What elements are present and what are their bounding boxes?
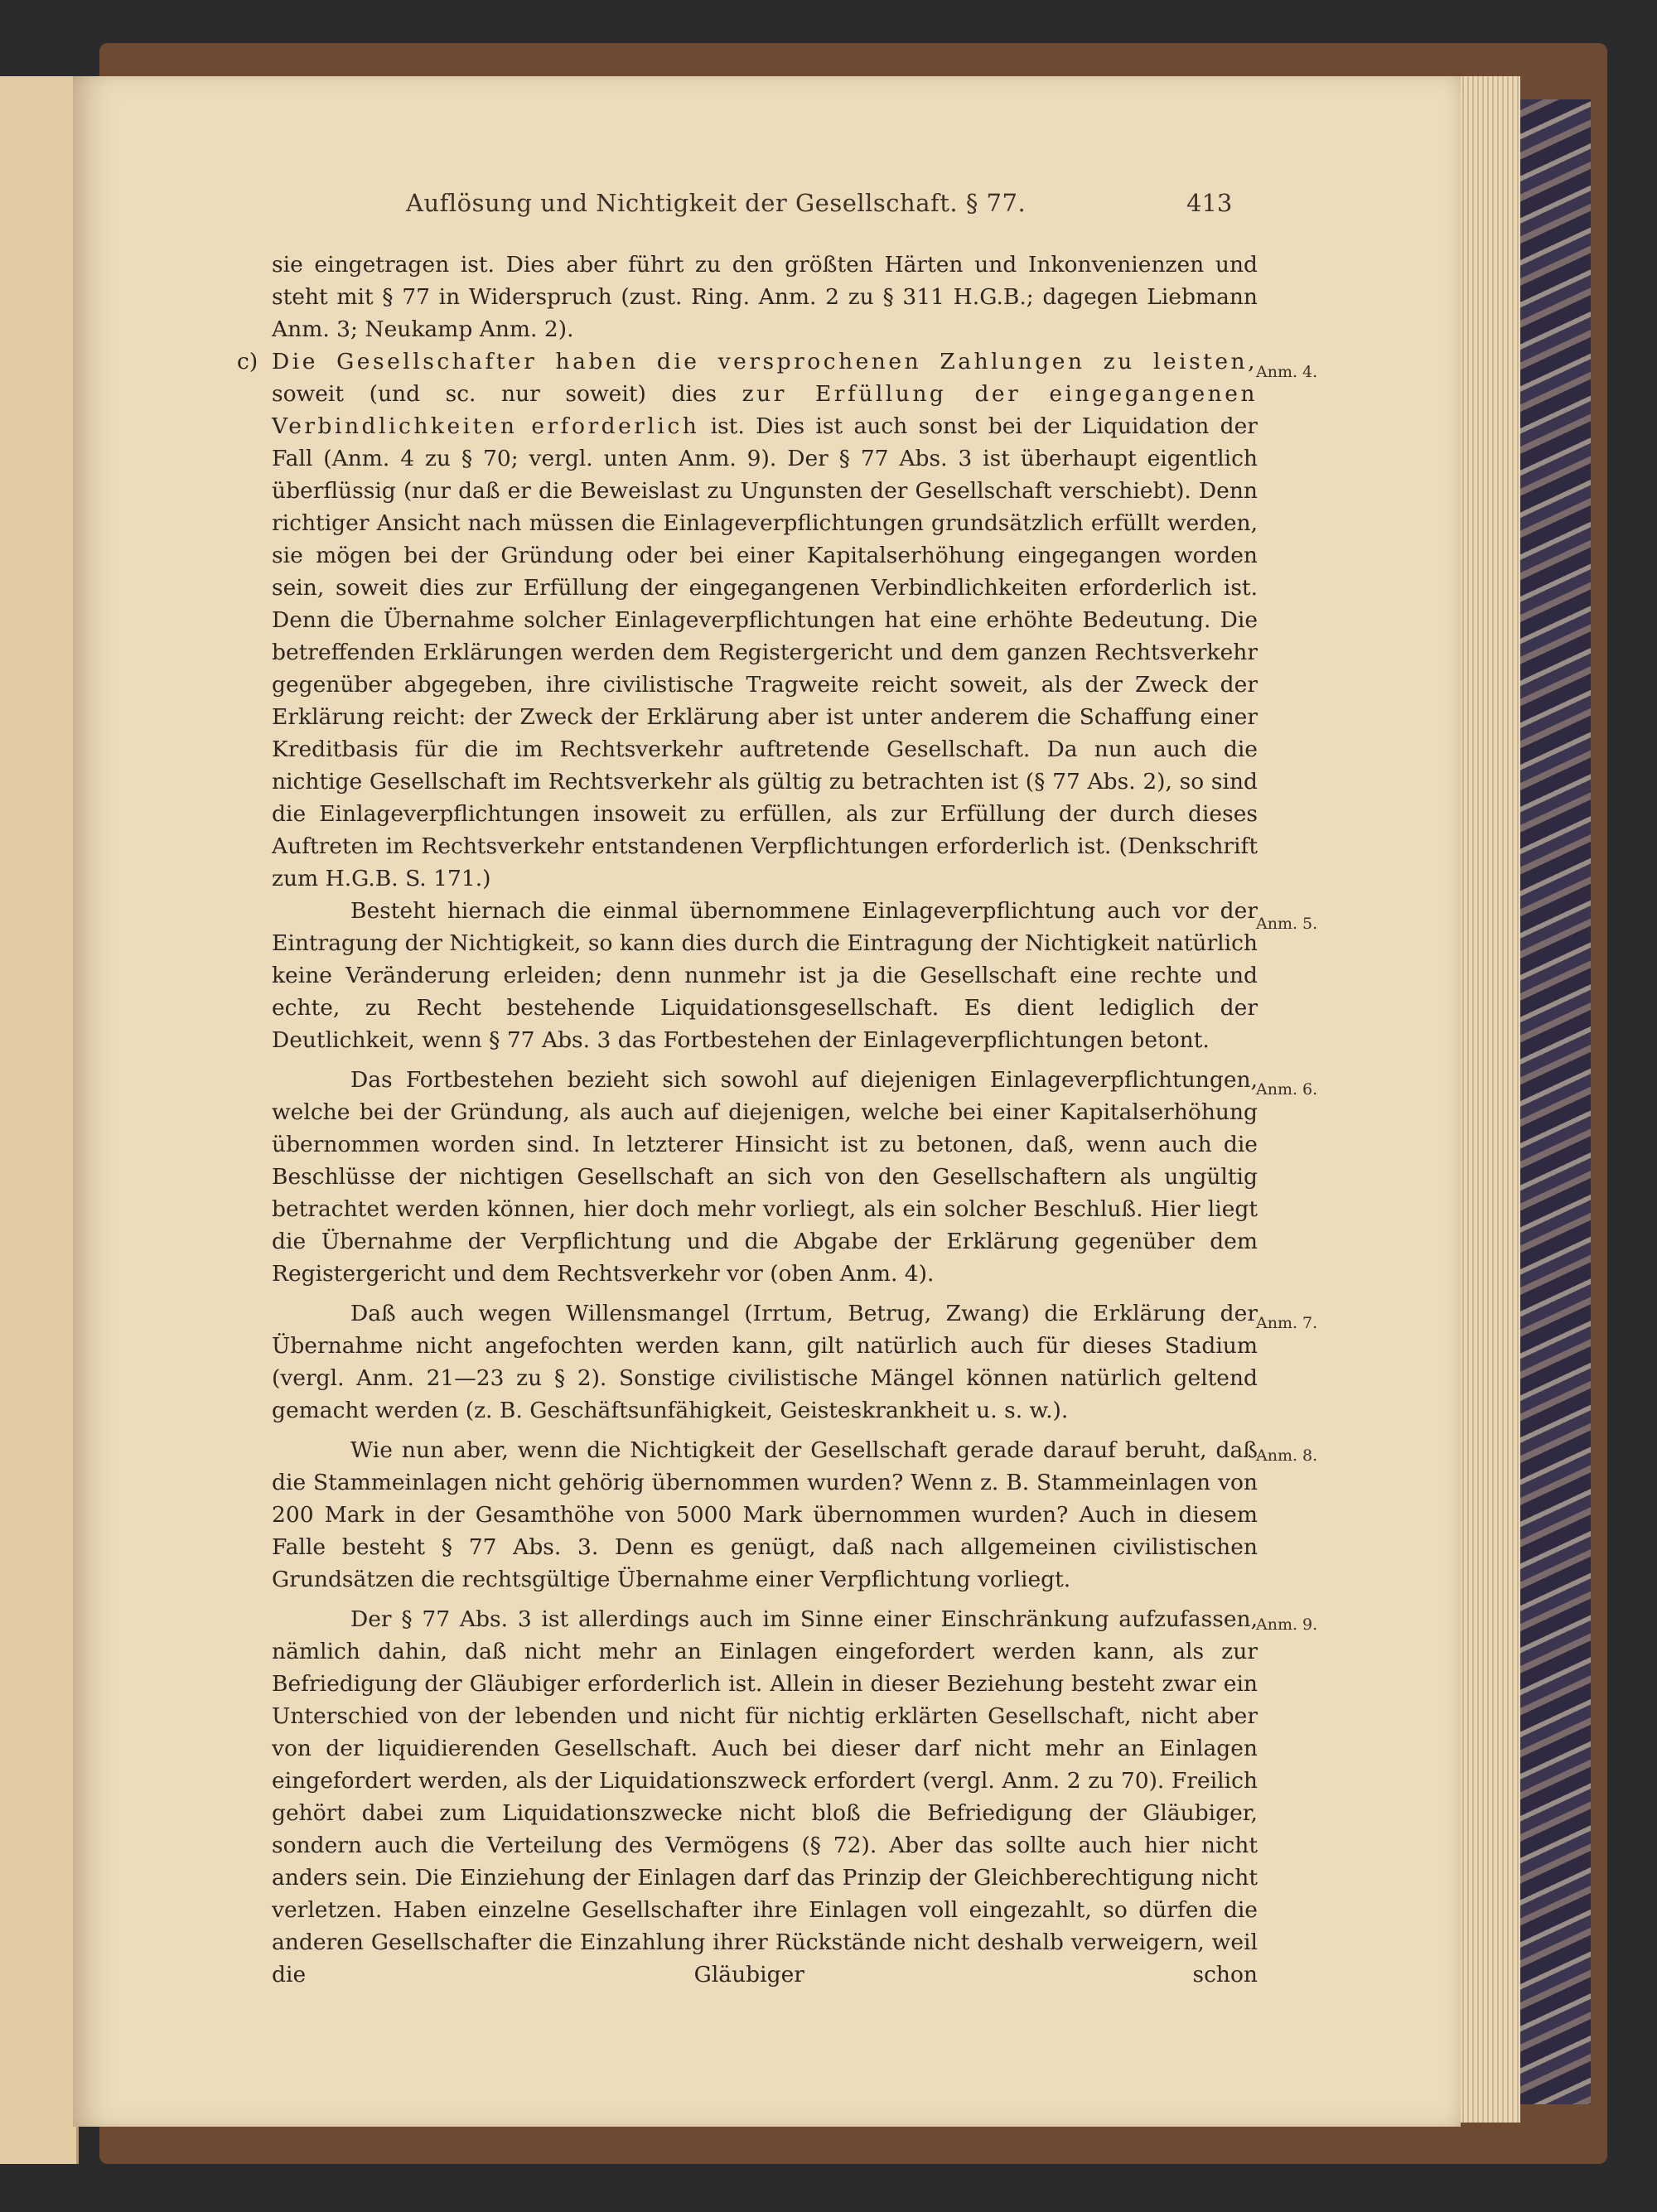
margin-note: Anm. 8. — [1256, 1446, 1318, 1465]
page-body — [237, 249, 1258, 1991]
margin-note: Anm. 4. — [1256, 363, 1318, 381]
paragraph-c — [272, 345, 1258, 895]
list-item-c — [237, 345, 1258, 895]
running-header — [0, 189, 1657, 222]
spaced-emphasis: Die Gesellschafter haben die versprochenen Zahlungen zu leisten, — [272, 349, 1258, 374]
margin-note: Anm. 7. — [1256, 1314, 1318, 1332]
paragraph-anm8: Wie nun aber, wenn die Nichtigkeit der Gesellschaft gerade darauf beruht, daß die Stammeinlagen nicht gehörig übernommen wurden? Wenn z. B. Stammeinlagen von 200 Mark in der Gesamthöhe von 5000 Mark übernommen wurden? Auch in diesem Falle besteht § 77 Abs. 3. Denn es genügt, daß nach allgemeinen civilistischen Grundsätzen die rechtsgültige Übernahme einer Verpflichtung vorliegt. — [272, 1437, 1258, 1592]
paragraph-text: soweit (und sc. nur soweit) dies — [272, 381, 742, 407]
paragraph-anm7: Daß auch wegen Willensmangel (Irrtum, Betrug, Zwang) die Erklärung der Übernahme nicht angefochten werden kann, gilt natürlich auch für dieses Stadium (vergl. Anm. 21—23 zu § 2). Sonstige civilistische Mängel können natürlich geltend gemacht werden (z. B. Geschäftsunfähigkeit, Geisteskrankheit u. s. w.). — [272, 1301, 1258, 1423]
spaced-emphasis: zur Erfüllung der eingegangenen Verbindlichkeiten erforderlich — [272, 381, 1258, 439]
paragraph-anm5: Besteht hiernach die einmal übernommene Einlageverpflichtung auch vor der Eintragung der Nichtigkeit, so kann dies durch die Eintragung der Nichtigkeit natürlich keine Veränderung erleiden; denn nunmehr ist ja die Gesellschaft eine rechte und echte, zu Recht bestehende Liquidationsgesellschaft. Es dient lediglich der Deutlichkeit, wenn § 77 Abs. 3 das Fortbestehen der Einlageverpflichtungen betont. — [272, 898, 1258, 1053]
list-label: c) — [237, 349, 258, 374]
running-title: Auflösung und Nichtigkeit der Gesellschaft. § 77. — [406, 189, 1027, 217]
page-stack-edges — [1454, 76, 1520, 2123]
margin-note: Anm. 6. — [1256, 1080, 1318, 1099]
marbled-endpaper — [1516, 99, 1591, 2104]
page-number: 413 — [1186, 189, 1233, 217]
paragraph-continuation: sie eingetragen ist. Dies aber führt zu den größten Härten und Inkonvenienzen und steht mit § 77 in Widerspruch (zust. Ring. Anm. 2 zu § 311 H.G.B.; dagegen Liebmann Anm. 3; Neukamp Anm. 2). — [272, 252, 1258, 342]
paragraph-text: ist. Dies ist auch sonst bei der Liquidation der Fall (Anm. 4 zu § 70; vergl. unten Anm. 9). Der § 77 Abs. 3 ist überhaupt eigentlich überflüssig (nur daß er die Beweislast zu Ungunsten der Gesellschaft verschiebt). Denn richtiger Ansicht nach müssen die Einlageverpflichtungen grundsätzlich erfüllt werden, sie mögen bei der Gründung oder bei einer Kapitalserhöhung eingegangen worden sein, soweit dies zur Erfüllung der eingegangenen Verbindlichkeiten erforderlich ist. Denn die Übernahme solcher Einlageverpflichtungen hat eine erhöhte Bedeutung. Die betreffenden Erklärungen werden dem Registergericht und dem ganzen Rechtsverkehr gegenüber abgegeben, ihre civilistische Tragweite reicht soweit, als der Zweck der Erklärung reicht: der Zweck der Erklärung aber ist unter anderem die Schaffung einer Kreditbasis für die im Rechtsverkehr auftretende Gesellschaft. Da nun auch die nichtige Gesellschaft im Rechtsverkehr als gültig zu betrachten ist (§ 77 Abs. 2), so sind die Einlageverpflichtungen insoweit zu erfüllen, als zur Erfüllung der durch dieses Auftreten im Rechtsverkehr entstandenen Verpflichtungen erforderlich ist. (Denkschrift zum H.G.B. S. 171.) — [272, 413, 1258, 891]
paragraph-anm6: Das Fortbestehen bezieht sich sowohl auf diejenigen Einlageverpflichtungen, welche bei der Gründung, als auch auf diejenigen, welche bei einer Kapitalserhöhung übernommen worden sind. In letzterer Hinsicht ist zu betonen, daß, wenn auch die Beschlüsse der nichtigen Gesellschaft an sich von den Gesellschaftern als ungültig betrachtet werden können, hier doch mehr vorliegt, als ein solcher Beschluß. Hier liegt die Übernahme der Verpflichtung und die Abgabe der Erklärung gegenüber dem Registergericht und dem Rechtsverkehr vor (oben Anm. 4). — [272, 1067, 1258, 1287]
margin-note: Anm. 5. — [1256, 915, 1318, 933]
margin-note: Anm. 9. — [1256, 1616, 1318, 1634]
paragraph-anm9: Der § 77 Abs. 3 ist allerdings auch im Sinne einer Einschränkung aufzufassen, nämlich dahin, daß nicht mehr an Einlagen eingefordert werden kann, als zur Befriedigung der Gläubiger erforderlich ist. Allein in dieser Beziehung besteht zwar ein Unterschied von der lebenden und nicht für nichtig erklärten Gesellschaft, nicht aber von der liquidierenden Gesellschaft. Auch bei dieser darf nicht mehr an Einlagen eingefordert werden, als der Liquidationszweck erfordert (vergl. Anm. 2 zu 70). Freilich gehört dabei zum Liquidationszwecke nicht bloß die Befriedigung der Gläubiger, sondern auch die Verteilung des Vermögens (§ 72). Aber das sollte auch hier nicht anders sein. Die Einziehung der Einlagen darf das Prinzip der Gleichberechtigung nicht verletzen. Haben einzelne Gesellschafter ihre Einlagen voll eingezahlt, so dürfen die anderen Gesellschafter die Einzahlung ihrer Rückstände nicht deshalb verweigern, weil die Gläubiger schon — [272, 1606, 1258, 1987]
left-page-edge — [0, 76, 79, 2164]
